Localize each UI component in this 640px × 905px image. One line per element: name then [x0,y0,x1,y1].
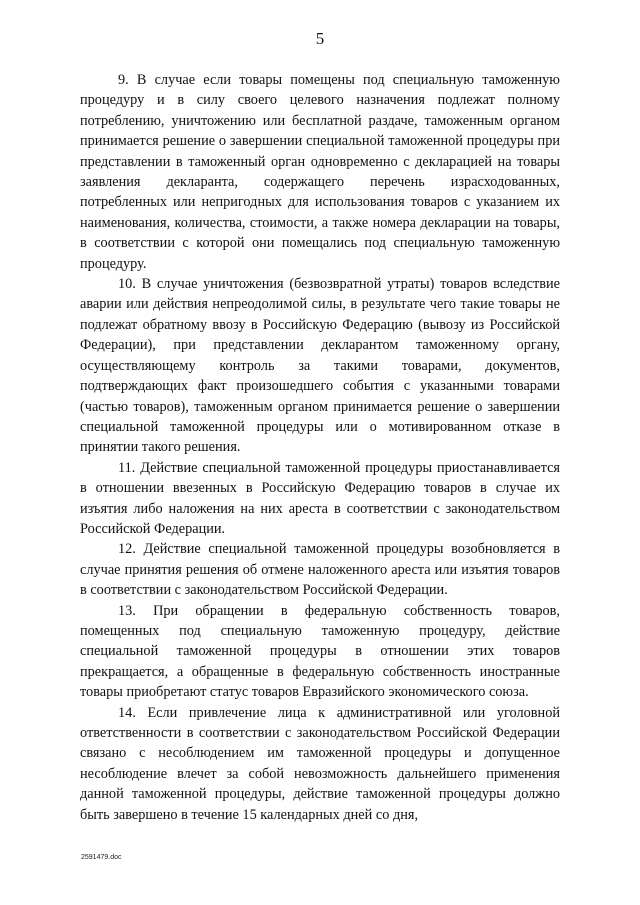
paragraph-10: 10. В случае уничтожения (безвозвратной утраты) товаров вследствие аварии или действия непреодолимой силы, в результате чего такие товары не подлежат обратному ввозу в Российскую Федерацию (вывозу из Российской Федерации), при представлении декларантом таможенному органу, осуществляющему контроль за такими товарами, документов, подтверждающих факт произошедшего события с указанными товарами (частью товаров), таможенным органом принимается решение о завершении специальной таможенной процедуры или о мотивированном отказе в принятии такого решения. [80,276,560,456]
paragraph-14: 14. Если привлечение лица к административной или уголовной ответственности в соответствии с законодательством Российской Федерации связано с несоблюдением им таможенной процедуры и допущенное несоблюдение влечет за собой невозможность дальнейшего применения данной таможенной процедуры, действие таможенной процедуры должно быть завершено в течение 15 календарных дней со дня, [80,704,560,823]
paragraph-12: 12. Действие специальной таможенной процедуры возобновляется в случае принятия решения об отмене наложенного ареста или изъятия товаров в соответствии с законодательством Российской Федерации. [80,541,560,599]
page-number: 5 [315,29,325,48]
document-body [80,70,560,825]
paragraph-13: 13. При обращении в федеральную собственность товаров, помещенных под специальную таможенную процедуру, действие специальной таможенной процедуры в отношении этих товаров прекращается, а обращенные в федеральную собственность иностранные товары приобретают статус товаров Евразийского экономического союза. [80,602,560,701]
paragraph-9: 9. В случае если товары помещены под специальную таможенную процедуру и в силу своего целевого назначения подлежат полному потреблению, уничтожению или бесплатной раздаче, таможенным органом принимается решение о завершении специальной таможенной процедуры при представлении в таможенный орган одновременно с декларацией на товары заявления декларанта, содержащего перечень израсходованных, потребленных или непригодных для использования товаров с указанием их наименования, количества, стоимости, а также номера декларации на товары, в соответствии с которой они помещались под специальную таможенную процедуру. [80,72,560,272]
document-footer-code: 2591479.doc [81,854,122,861]
paragraph-11: 11. Действие специальной таможенной процедуры приостанавливается в отношении ввезенных в Российскую Федерацию товаров в случае их изъятия либо наложения на них ареста в соответствии с законодательством Российской Федерации. [80,459,560,537]
